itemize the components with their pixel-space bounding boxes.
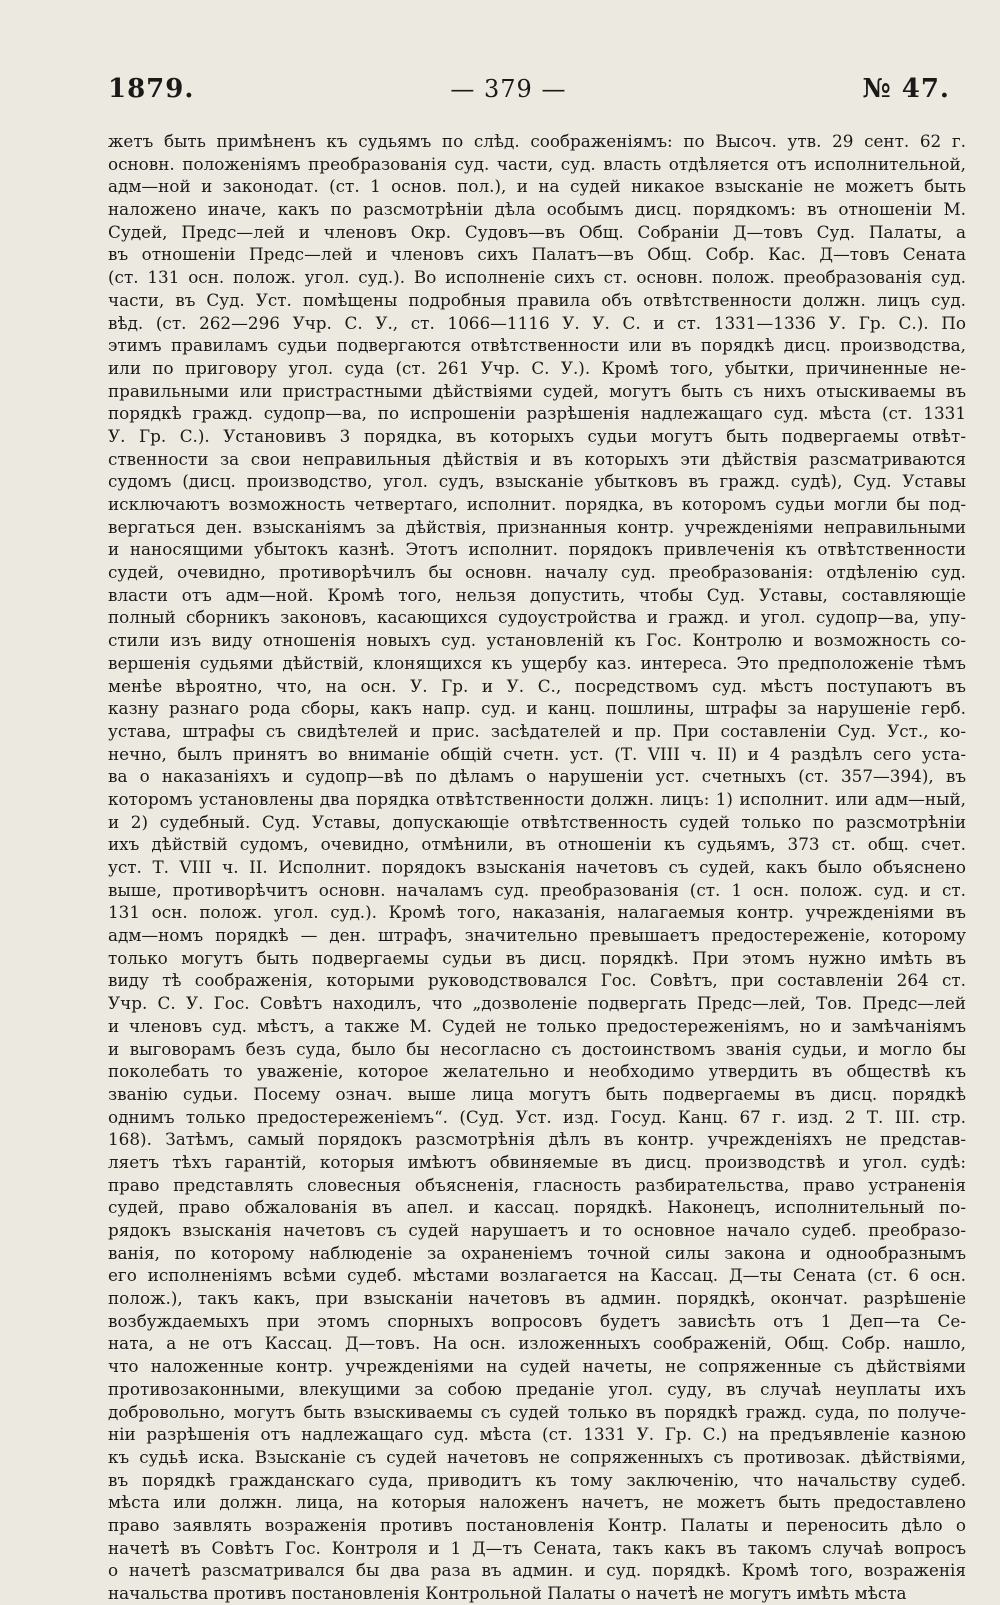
text-line: Судей, Предс—лей и членовъ Окр. Судовъ—въ Общ. Собраніи Д—товъ Суд. Палаты, а bbox=[108, 221, 966, 242]
header-page-number: — 379 — bbox=[450, 75, 567, 103]
text-line: право представлять словесныя объясненія, гласность разбирательства, право устраненія bbox=[108, 1174, 966, 1195]
text-line: званію судьи. Посему означ. выше лица могутъ быть подвергаемы въ дисц. порядкѣ bbox=[108, 1083, 966, 1104]
text-line: его исполненіямъ всѣми судеб. мѣстами возлагается на Кассац. Д—ты Сената (ст. 6 осн. bbox=[108, 1265, 966, 1286]
body-text bbox=[108, 130, 966, 1605]
text-line: добровольно, могутъ быть взыскиваемы съ судей только въ порядкѣ гражд. суда, по получе- bbox=[108, 1401, 966, 1422]
text-line: ственности за свои неправильныя дѣйствія и въ которыхъ эти дѣйствія разсматриваются bbox=[108, 448, 966, 469]
text-line: и выговорамъ безъ суда, было бы несогласно съ достоинствомъ званія судьи, и могло бы bbox=[108, 1038, 966, 1059]
text-line: правильными или пристрастными дѣйствіями судей, могутъ быть съ нихъ отыскиваемы въ bbox=[108, 380, 966, 401]
text-line: 131 осн. полож. угол. суд.). Кромѣ того, наказанія, налагаемыя контр. учрежденіями въ bbox=[108, 902, 966, 923]
text-line: основн. положеніямъ преобразованія суд. части, суд. власть отдѣляется отъ исполнительной, bbox=[108, 153, 966, 174]
text-line: противозаконными, влекущими за собою преданіе угол. суду, въ случаѣ неуплаты ихъ bbox=[108, 1378, 966, 1399]
text-line: однимъ только предостереженіемъ“. (Суд. Уст. изд. Госуд. Канц. 67 г. изд. 2 Т. III. стр. bbox=[108, 1106, 966, 1127]
text-line: менѣе вѣроятно, что, на осн. У. Гр. и У. С., посредствомъ суд. мѣстъ поступаютъ въ bbox=[108, 675, 966, 696]
text-line: къ судьѣ иска. Взысканіе съ судей начетовъ не сопряженныхъ съ противозак. дѣйствіями, bbox=[108, 1446, 966, 1467]
text-line: рядокъ взысканія начетовъ съ судей нарушаетъ и то основное начало судеб. преобразо- bbox=[108, 1220, 966, 1240]
text-line: порядкѣ гражд. судопр—ва, по испрошеніи разрѣшенія надлежащаго суд. мѣста (ст. 1331 bbox=[108, 403, 966, 424]
text-line: наложено иначе, какъ по разсмотрѣніи дѣла особымъ дисц. порядкомъ: въ отношеніи М. bbox=[108, 199, 966, 220]
text-line: право заявлять возраженія противъ постановленія Контр. Палаты и переносить дѣло о bbox=[108, 1514, 966, 1535]
text-line: уст. Т. VIII ч. II. Исполнит. порядокъ взысканія начетовъ съ судей, какъ было объяснено bbox=[108, 857, 966, 877]
text-line: ихъ дѣйствій судомъ, очевидно, отмѣнили, въ отношеніи къ судьямъ, 373 ст. общ. счет. bbox=[108, 834, 966, 855]
text-line: устава, штрафы съ свидѣтелей и прис. засѣдателей и пр. При составленіи Суд. Уст., ко- bbox=[108, 720, 966, 741]
text-line: (ст. 131 осн. полож. угол. суд.). Во исполненіе сихъ ст. основн. полож. преобразованія суд. bbox=[108, 267, 966, 288]
text-line: возбуждаемыхъ при этомъ спорныхъ вопросовъ будетъ зависѣть отъ 1 Деп—та Се- bbox=[108, 1310, 966, 1331]
text-line: жетъ быть примѣненъ къ судьямъ по слѣд. соображеніямъ: по Высоч. утв. 29 сент. 62 г. bbox=[108, 131, 966, 151]
text-line: части, въ Суд. Уст. помѣщены подробныя правила объ отвѣтственности должн. лицъ суд. bbox=[108, 289, 966, 310]
text-line: ніи разрѣшенія отъ надлежащаго суд. мѣста (ст. 1331 У. Гр. С.) на предъявленіе казною bbox=[108, 1424, 966, 1445]
header-year: 1879. bbox=[108, 74, 195, 104]
text-line: о начетѣ разсматривался бы два раза въ админ. и суд. порядкѣ. Кромѣ того, возраженія bbox=[108, 1560, 966, 1581]
text-line: и наносящими убытокъ казнѣ. Этотъ исполнит. порядокъ привлеченія къ отвѣтственности bbox=[108, 539, 966, 560]
text-line: нечно, былъ принятъ во вниманіе общій счетн. уст. (Т. VIII ч. II) и 4 раздѣлъ сего уста- bbox=[108, 743, 966, 764]
text-line: въ отношеніи Предс—лей и членовъ сихъ Палатъ—въ Общ. Собр. Кас. Д—товъ Сената bbox=[108, 244, 966, 265]
text-line: вершенія судьями дѣйствій, клонящихся къ ущербу каз. интереса. Это предположеніе тѣмъ bbox=[108, 652, 966, 673]
text-line: которомъ установлены два порядка отвѣтственности должн. лицъ: 1) исполнит. или адм—ный, bbox=[108, 788, 966, 809]
text-line: виду тѣ соображенія, которыми руководствовался Гос. Совѣтъ, при составленіи 264 ст. bbox=[108, 970, 966, 991]
text-line: и членовъ суд. мѣстъ, а также М. Судей не только предостереженіямъ, но и замѣчаніямъ bbox=[108, 1015, 966, 1036]
text-line: судей, очевидно, противорѣчилъ бы основн. началу суд. преобразованія: отдѣленію суд. bbox=[108, 562, 966, 583]
text-line: судомъ (дисц. производство, угол. судъ, взысканіе убытковъ въ гражд. судѣ), Суд. Уставы bbox=[108, 471, 966, 492]
text-line: начетѣ въ Совѣтъ Гос. Контроля и 1 Д—тъ Сената, такъ какъ въ такомъ случаѣ вопросъ bbox=[108, 1537, 966, 1558]
text-line: ванія, по которому наблюденіе за охраненіемъ точной силы закона и однообразнымъ bbox=[108, 1242, 966, 1263]
text-line: этимъ правиламъ судьи подвергаются отвѣтственности или въ порядкѣ дисц. производства, bbox=[108, 335, 966, 356]
page-header bbox=[108, 74, 950, 104]
text-line: и 2) судебный. Суд. Уставы, допускающіе отвѣтственность судей только по разсмотрѣніи bbox=[108, 811, 966, 832]
text-line: въ порядкѣ гражданскаго суда, приводитъ къ тому заключенію, что начальству судеб. bbox=[108, 1469, 966, 1490]
text-line: ната, а не отъ Кассац. Д—товъ. На осн. изложенныхъ соображеній, Общ. Собр. нашло, bbox=[108, 1333, 966, 1354]
text-line: 168). Затѣмъ, самый порядокъ разсмотрѣнія дѣлъ въ контр. учрежденіяхъ не представ- bbox=[108, 1129, 966, 1150]
text-line: или по приговору угол. суда (ст. 261 Учр. С. У.). Кромѣ того, убытки, причиненные не- bbox=[108, 357, 966, 378]
text-line: судей, право обжалованія въ апел. и кассац. порядкѣ. Наконецъ, исполнительный по- bbox=[108, 1197, 966, 1218]
text-line: вѣд. (ст. 262—296 Учр. С. У., ст. 1066—1116 У. У. С. и ст. 1331—1336 У. Гр. С.). По bbox=[108, 312, 966, 333]
text-line: ва о наказаніяхъ и судопр—вѣ по дѣламъ о нарушеніи уст. счетныхъ (ст. 357—394), въ bbox=[108, 766, 966, 787]
text-line: Учр. С. У. Гос. Совѣтъ находилъ, что „дозволеніе подвергать Предс—лей, Тов. Предс—лей bbox=[108, 993, 966, 1014]
text-line: мѣста или должн. лица, на которыя наложенъ начетъ, не можетъ быть предоставлено bbox=[108, 1492, 966, 1513]
text-line: только могутъ быть подвергаемы судьи въ дисц. порядкѣ. При этомъ нужно имѣть въ bbox=[108, 947, 966, 968]
text-line: власти отъ адм—ной. Кромѣ того, нельзя допустить, чтобы Суд. Уставы, составляющіе bbox=[108, 584, 966, 605]
text-line: адм—номъ порядкѣ — ден. штрафъ, значительно превышаетъ предостереженіе, которому bbox=[108, 925, 966, 946]
text-line: начальства противъ постановленія Контрольной Палаты о начетѣ не могутъ имѣть мѣста bbox=[108, 1583, 907, 1603]
text-line: стили изъ виду отношенія новыхъ суд. установленій къ Гос. Контролю и возможность со- bbox=[108, 630, 966, 651]
text-line: полный сборникъ законовъ, касающихся судоустройства и гражд. и угол. судопр—ва, упу- bbox=[108, 607, 966, 628]
text-line: ляетъ тѣхъ гарантій, которыя имѣютъ обвиняемые въ дисц. производствѣ и угол. судѣ: bbox=[108, 1151, 966, 1172]
text-line: адм—ной и законодат. (ст. 1 основ. пол.), и на судей никакое взысканіе не можетъ быть bbox=[108, 176, 966, 197]
text-line: казну разнаго рода сборы, какъ напр. суд. и канц. пошлины, штрафы за нарушеніе герб. bbox=[108, 698, 966, 719]
text-line: вергаться ден. взысканіямъ за дѣйствія, признанныя контр. учрежденіями неправильными bbox=[108, 516, 966, 537]
text-line: полож.), такъ какъ, при взысканіи начетовъ въ админ. порядкѣ, окончат. разрѣшеніе bbox=[108, 1288, 966, 1309]
text-line: выше, противорѣчитъ основн. началамъ суд. преобразованія (ст. 1 осн. полож. суд. и ст. bbox=[108, 879, 966, 900]
text-line: У. Гр. С.). Установивъ 3 порядка, въ которыхъ судьи могутъ быть подвергаемы отвѣт- bbox=[108, 425, 966, 446]
text-line: исключаютъ возможность четвертаго, исполнит. порядка, въ которомъ судьи могли бы под- bbox=[108, 494, 966, 514]
text-line: что наложенные контр. учрежденіями на судей начеты, не сопряженные съ дѣйствіями bbox=[108, 1356, 966, 1377]
text-line: поколебать то уваженіе, которое желательно и необходимо утвердить въ обществѣ къ bbox=[108, 1061, 966, 1082]
header-issue-number: № 47. bbox=[862, 74, 950, 104]
